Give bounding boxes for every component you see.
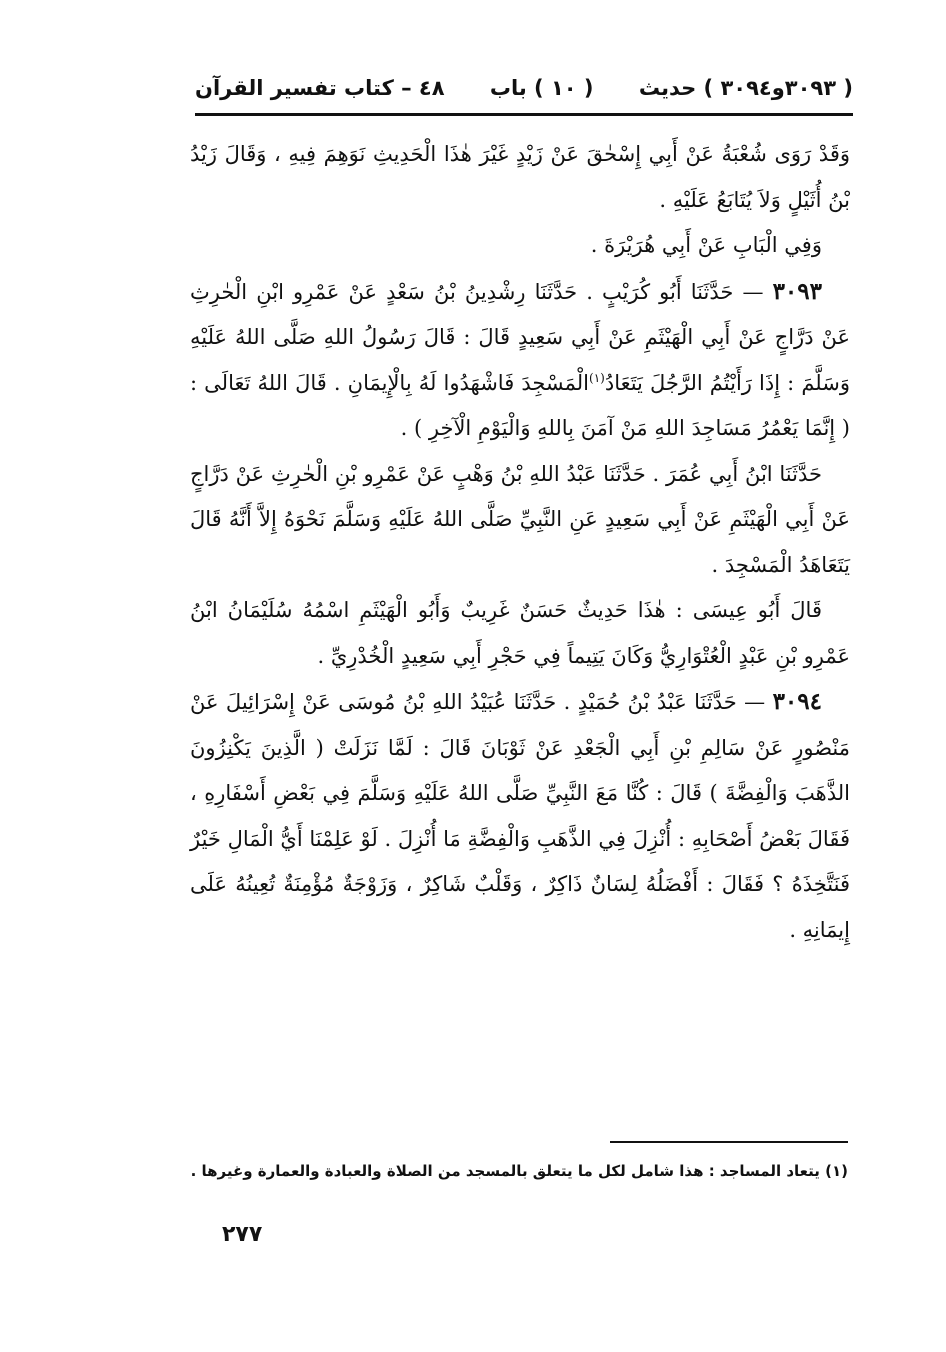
hadith-text: — حَدَّثَنَا أَبُو كُرَيْبٍ . حَدَّثَنَا رِشْدِينُ بْنُ سَعْدٍ عَنْ عَمْرِو ابْنِ الْحٰرِثِ عَنْ دَرَّاجٍ عَنْ أَبِي الْهَيْثَمِ عَنْ أَبِي سَعِيدٍ قَالَ : قَالَ رَسُولُ اللهِ صَلَّى اللهُ عَلَيْهِ وَسَلَّمَ : إِذَا رَأَيْتُمُ الرَّجُلَ يَتَعَادُ (190, 279, 850, 395)
paragraph-1: وَقَدْ رَوَى شُعْبَةُ عَنْ أَبِي إِسْحٰقَ عَنْ زَيْدٍ غَيْرَ هٰذَا الْحَدِيثِ نَوَهِمَ فِيهِ ، وَقَالَ زَيْدُ بْنُ أُثَيْلٍ وَلاَ يُتَابَعُ عَلَيْهِ . (190, 142, 850, 212)
hadith-3094 (190, 679, 850, 953)
footnote-rule (610, 1141, 848, 1143)
running-header (195, 70, 853, 106)
paragraph-2: وَفِي الْبَابِ عَنْ أَبِي هُرَيْرَةَ . (590, 233, 822, 257)
paragraph-5: قَالَ أَبُو عِيسَى : هٰذَا حَدِيثٌ حَسَنٌ غَرِيبٌ وَأَبُو الْهَيْثَمِ اسْمُهُ سُلَيْمَانُ ابْنُ عَمْرِو بْنِ عَبْدٍ الْعُتْوَارِيُّ وَكَانَ يَتِيماً فِي حَجْرِ أَبِي سَعِيدٍ الْخُدْرِيِّ . (190, 598, 850, 668)
header-hadith-range: ( ٣٠٩٣و٣٠٩٤ ) حديث (638, 76, 853, 100)
hadith-text-tail: الْمَسْجِدَ فَاشْهَدُوا لَهُ بِالْإِيمَانِ . قَالَ اللهُ تَعَالَى : ( إِنَّمَا يَعْمُرُ مَسَاجِدَ اللهِ مَنْ آمَنَ بِاللهِ وَالْيَوْمِ الْآخِرِ ) . (190, 370, 850, 440)
header-bab: ( ١٠ ) باب (489, 76, 594, 100)
footnote: (١) يتعاد المساجد : هذا شامل لكل ما يتعلق بالمسجد من الصلاة والعبادة والعمارة وغيرها . (190, 1162, 848, 1180)
hadith-number: ٣٠٩٣ (772, 277, 822, 305)
page-number: ٢٧٧ (222, 1222, 263, 1247)
hadith-3093 (190, 269, 850, 452)
header-rule (195, 113, 853, 116)
footnote-marker: (١) (589, 370, 605, 385)
header-chapter: ٤٨ – كتاب تفسير القرآن (195, 76, 445, 100)
paragraph-4: حَدَّثَنَا ابْنُ أَبِي عُمَرَ . حَدَّثَنَا عَبْدُ اللهِ بْنُ وَهْبٍ عَنْ عَمْرِو بْنِ الْحٰرِثِ عَنْ دَرَّاجٍ عَنْ أَبِي الْهَيْثَمِ عَنْ أَبِي سَعِيدٍ عَنِ النَّبِيِّ صَلَّى اللهُ عَلَيْهِ وَسَلَّمَ نَحْوَهُ إِلاَّ أَنَّهُ قَالَ يَتَعَاهَدُ الْمَسْجِدَ . (190, 461, 850, 577)
main-text (190, 132, 850, 953)
hadith-number: ٣٠٩٤ (772, 688, 822, 715)
hadith-text: — حَدَّثَنَا عَبْدُ بْنُ حُمَيْدٍ . حَدَّثَنَا عُبَيْدُ اللهِ بْنُ مُوسَى عَنْ إِسْرَائِيلَ عَنْ مَنْصُورٍ عَنْ سَالِمِ بْنِ أَبِي الْجَعْدِ عَنْ ثَوْبَانَ قَالَ : لَمَّا نَزَلَتْ ( الَّذِينَ يَكْنِزُونَ الذَّهَبَ وَالْفِضَّةَ ) قَالَ : كُنَّا مَعَ النَّبِيِّ صَلَّى اللهُ عَلَيْهِ وَسَلَّمَ فِي بَعْضِ أَسْفَارِهِ ، فَقَالَ بَعْضُ أَصْحَابِهِ : أُنْزِلَ فِي الذَّهَبِ وَالْفِضَّةِ مَا أُنْزِلَ . لَوْ عَلِمْنَا أَيُّ الْمَالِ خَيْرٌ فَنَتَّخِذَهُ ؟ فَقَالَ : أَفْضَلُهُ لِسَانٌ ذَاكِرٌ ، وَقَلْبٌ شَاكِرٌ ، وَزَوْجَةٌ مُؤْمِنَةٌ تُعِينُهُ عَلَى إِيمَانِهِ . (190, 690, 850, 942)
